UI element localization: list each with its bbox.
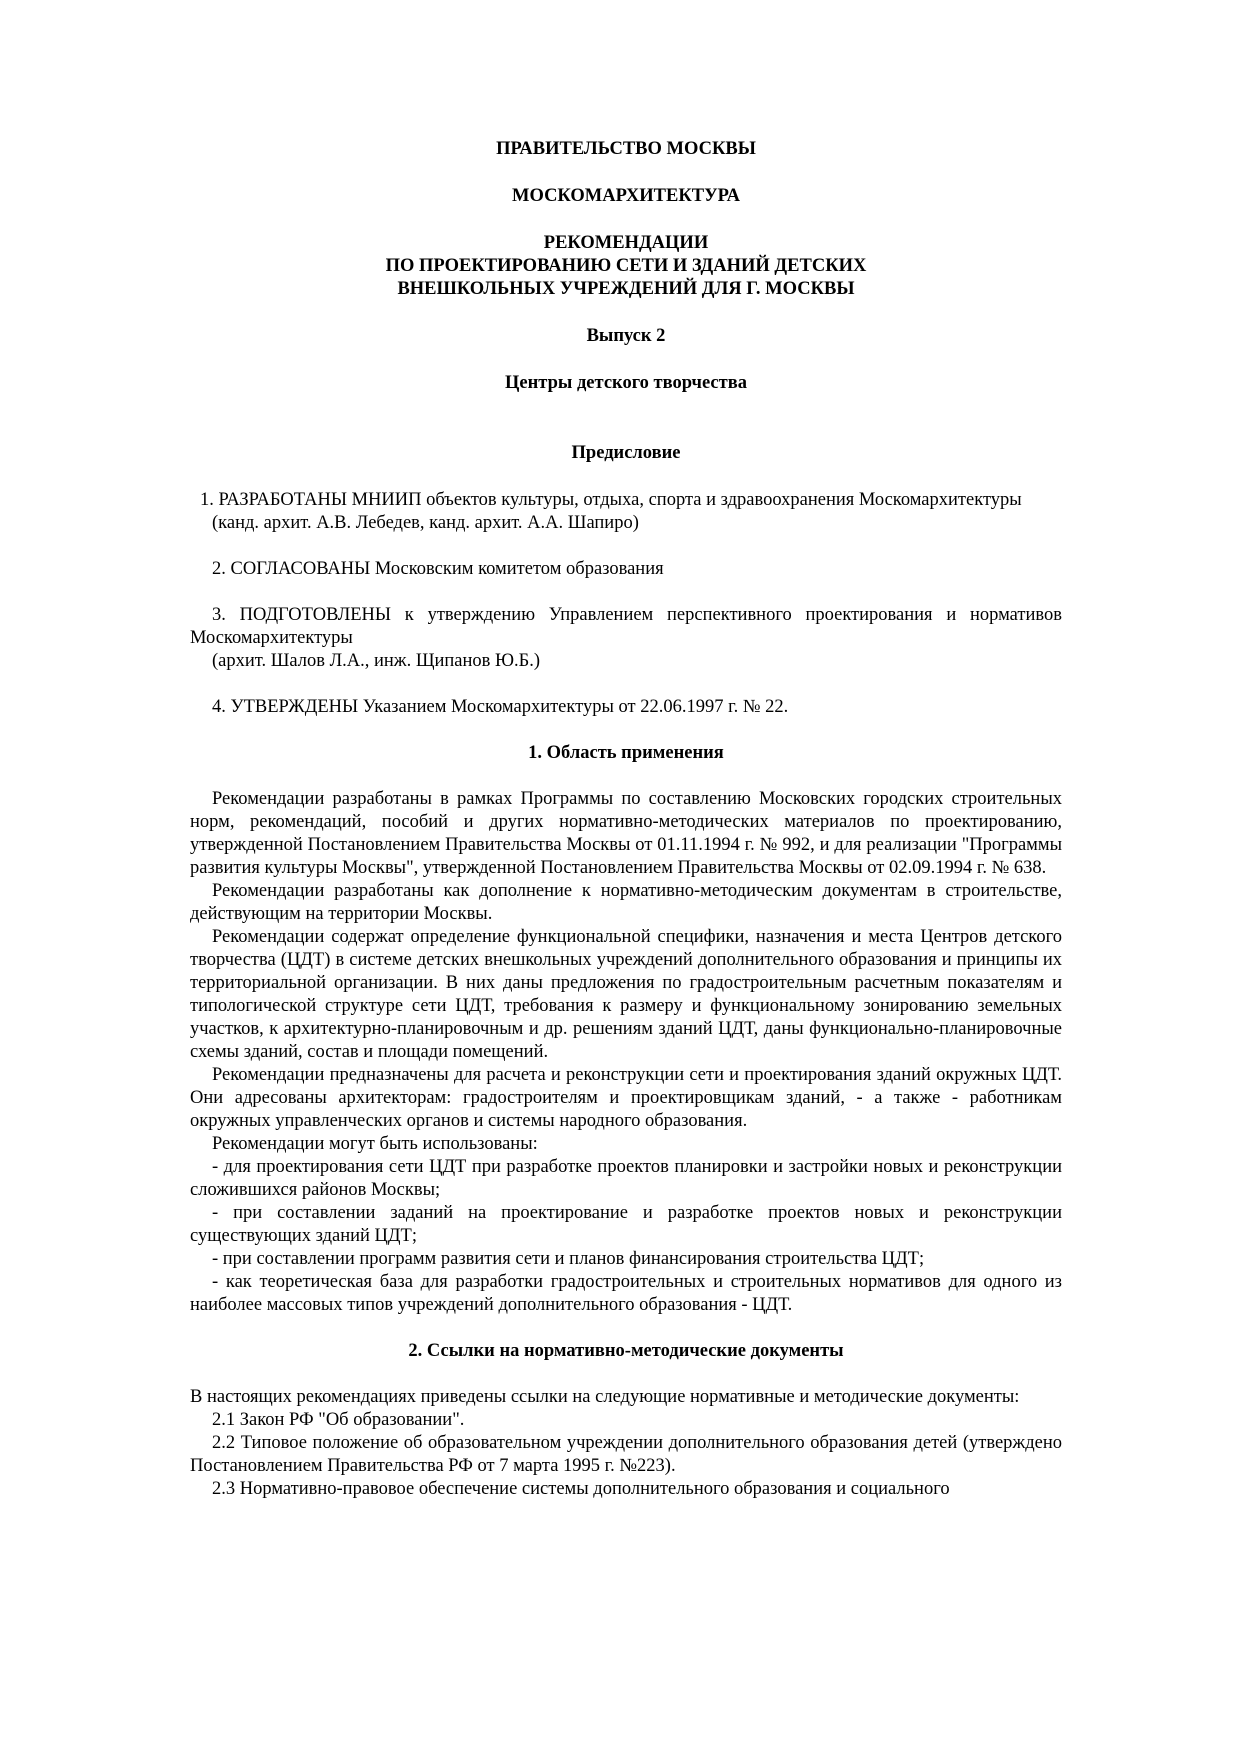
preface-item-3-note: (архит. Шалов Л.А., инж. Щипанов Ю.Б.) [212, 651, 541, 671]
section-2-heading: 2. Ссылки на нормативно-методические документы [408, 1341, 844, 1361]
preface-item-3: 3. ПОДГОТОВЛЕНЫ к утверждению Управлением перспективного проектирования и нормативов Москомархитектуры [190, 605, 1062, 648]
preface-body [190, 489, 1062, 719]
preface-heading: Предисловие [571, 443, 681, 463]
reference-item: 2.3 Нормативно-правовое обеспечение системы дополнительного образования и социального [212, 1479, 950, 1499]
list-item: - при составлении заданий на проектирование и разработке проектов новых и реконструкции существующих зданий ЦДТ; [190, 1203, 1062, 1246]
preface-item-4: 4. УТВЕРЖДЕНЫ Указанием Москомархитектуры от 22.06.1997 г. № 22. [212, 697, 789, 717]
title-line: ВНЕШКОЛЬНЫХ УЧРЕЖДЕНИЙ ДЛЯ Г. МОСКВЫ [397, 279, 855, 299]
document-title [190, 232, 1062, 301]
document-page [190, 138, 1062, 1501]
paragraph: Рекомендации могут быть использованы: [212, 1134, 538, 1154]
preface-item-1-note: (канд. архит. А.В. Лебедев, канд. архит. А.А. Шапиро) [212, 513, 639, 533]
section-2-intro: В настоящих рекомендациях приведены ссылки на следующие нормативные и методические документы: [190, 1387, 1020, 1407]
document-subtitle: Центры детского творчества [505, 373, 747, 393]
reference-item: 2.2 Типовое положение об образовательном учреждении дополнительного образования детей (утверждено Постановлением Правительства РФ от 7 марта 1995 г. №223). [190, 1433, 1062, 1476]
issue-number: Выпуск 2 [586, 326, 666, 346]
preface-item-1: 1. РАЗРАБОТАНЫ МНИИП объектов культуры, отдыха, спорта и здравоохранения Москомархитектуры [200, 490, 1022, 510]
paragraph: Рекомендации содержат определение функциональной специфики, назначения и места Центров детского творчества (ЦДТ) в системе детских внешкольных учреждений дополнительного образования и принципы их территориальной организации. В них даны предложения по градостроительным расчетным показателям и типологической структуре сети ЦДТ, требования к размеру и функциональному зонированию земельных участков, к архитектурно-планировочным и др. решениям зданий ЦДТ, даны функционально-планировочные схемы зданий, состав и площади помещений. [190, 927, 1062, 1062]
list-item: - для проектирования сети ЦДТ при разработке проектов планировки и застройки новых и реконструкции сложившихся районов Москвы; [190, 1157, 1062, 1200]
section-1-body [190, 788, 1062, 1317]
title-line: РЕКОМЕНДАЦИИ [543, 233, 709, 253]
paragraph: Рекомендации разработаны как дополнение к нормативно-методическим документам в строительстве, действующим на территории Москвы. [190, 881, 1062, 924]
list-item: - при составлении программ развития сети и планов финансирования строительства ЦДТ; [212, 1249, 925, 1269]
preface-item-2: 2. СОГЛАСОВАНЫ Московским комитетом образования [212, 559, 664, 579]
paragraph: Рекомендации разработаны в рамках Программы по составлению Московских городских строительных норм, рекомендаций, пособий и других нормативно-методических материалов по проектированию, утвержденной Постановлением Правительства Москвы от 01.11.1994 г. № 992, и для реализации "Программы развития культуры Москвы", утвержденной Постановлением Правительства Москвы от 02.09.1994 г. № 638. [190, 789, 1062, 878]
section-1-heading: 1. Область применения [528, 743, 724, 763]
agency-heading: МОСКОМАРХИТЕКТУРА [512, 186, 740, 206]
list-item: - как теоретическая база для разработки градостроительных и строительных нормативов для одного из наиболее массовых типов учреждений дополнительного образования - ЦДТ. [190, 1272, 1062, 1315]
reference-item: 2.1 Закон РФ "Об образовании". [212, 1410, 465, 1430]
government-heading: ПРАВИТЕЛЬСТВО МОСКВЫ [496, 139, 756, 159]
paragraph: Рекомендации предназначены для расчета и реконструкции сети и проектирования зданий окружных ЦДТ. Они адресованы архитекторам: градостроителям и проектировщикам зданий, - а также - работникам окружных управленческих органов и системы народного образования. [190, 1065, 1062, 1131]
section-2-body [190, 1386, 1062, 1501]
title-line: ПО ПРОЕКТИРОВАНИЮ СЕТИ И ЗДАНИЙ ДЕТСКИХ [385, 256, 867, 276]
